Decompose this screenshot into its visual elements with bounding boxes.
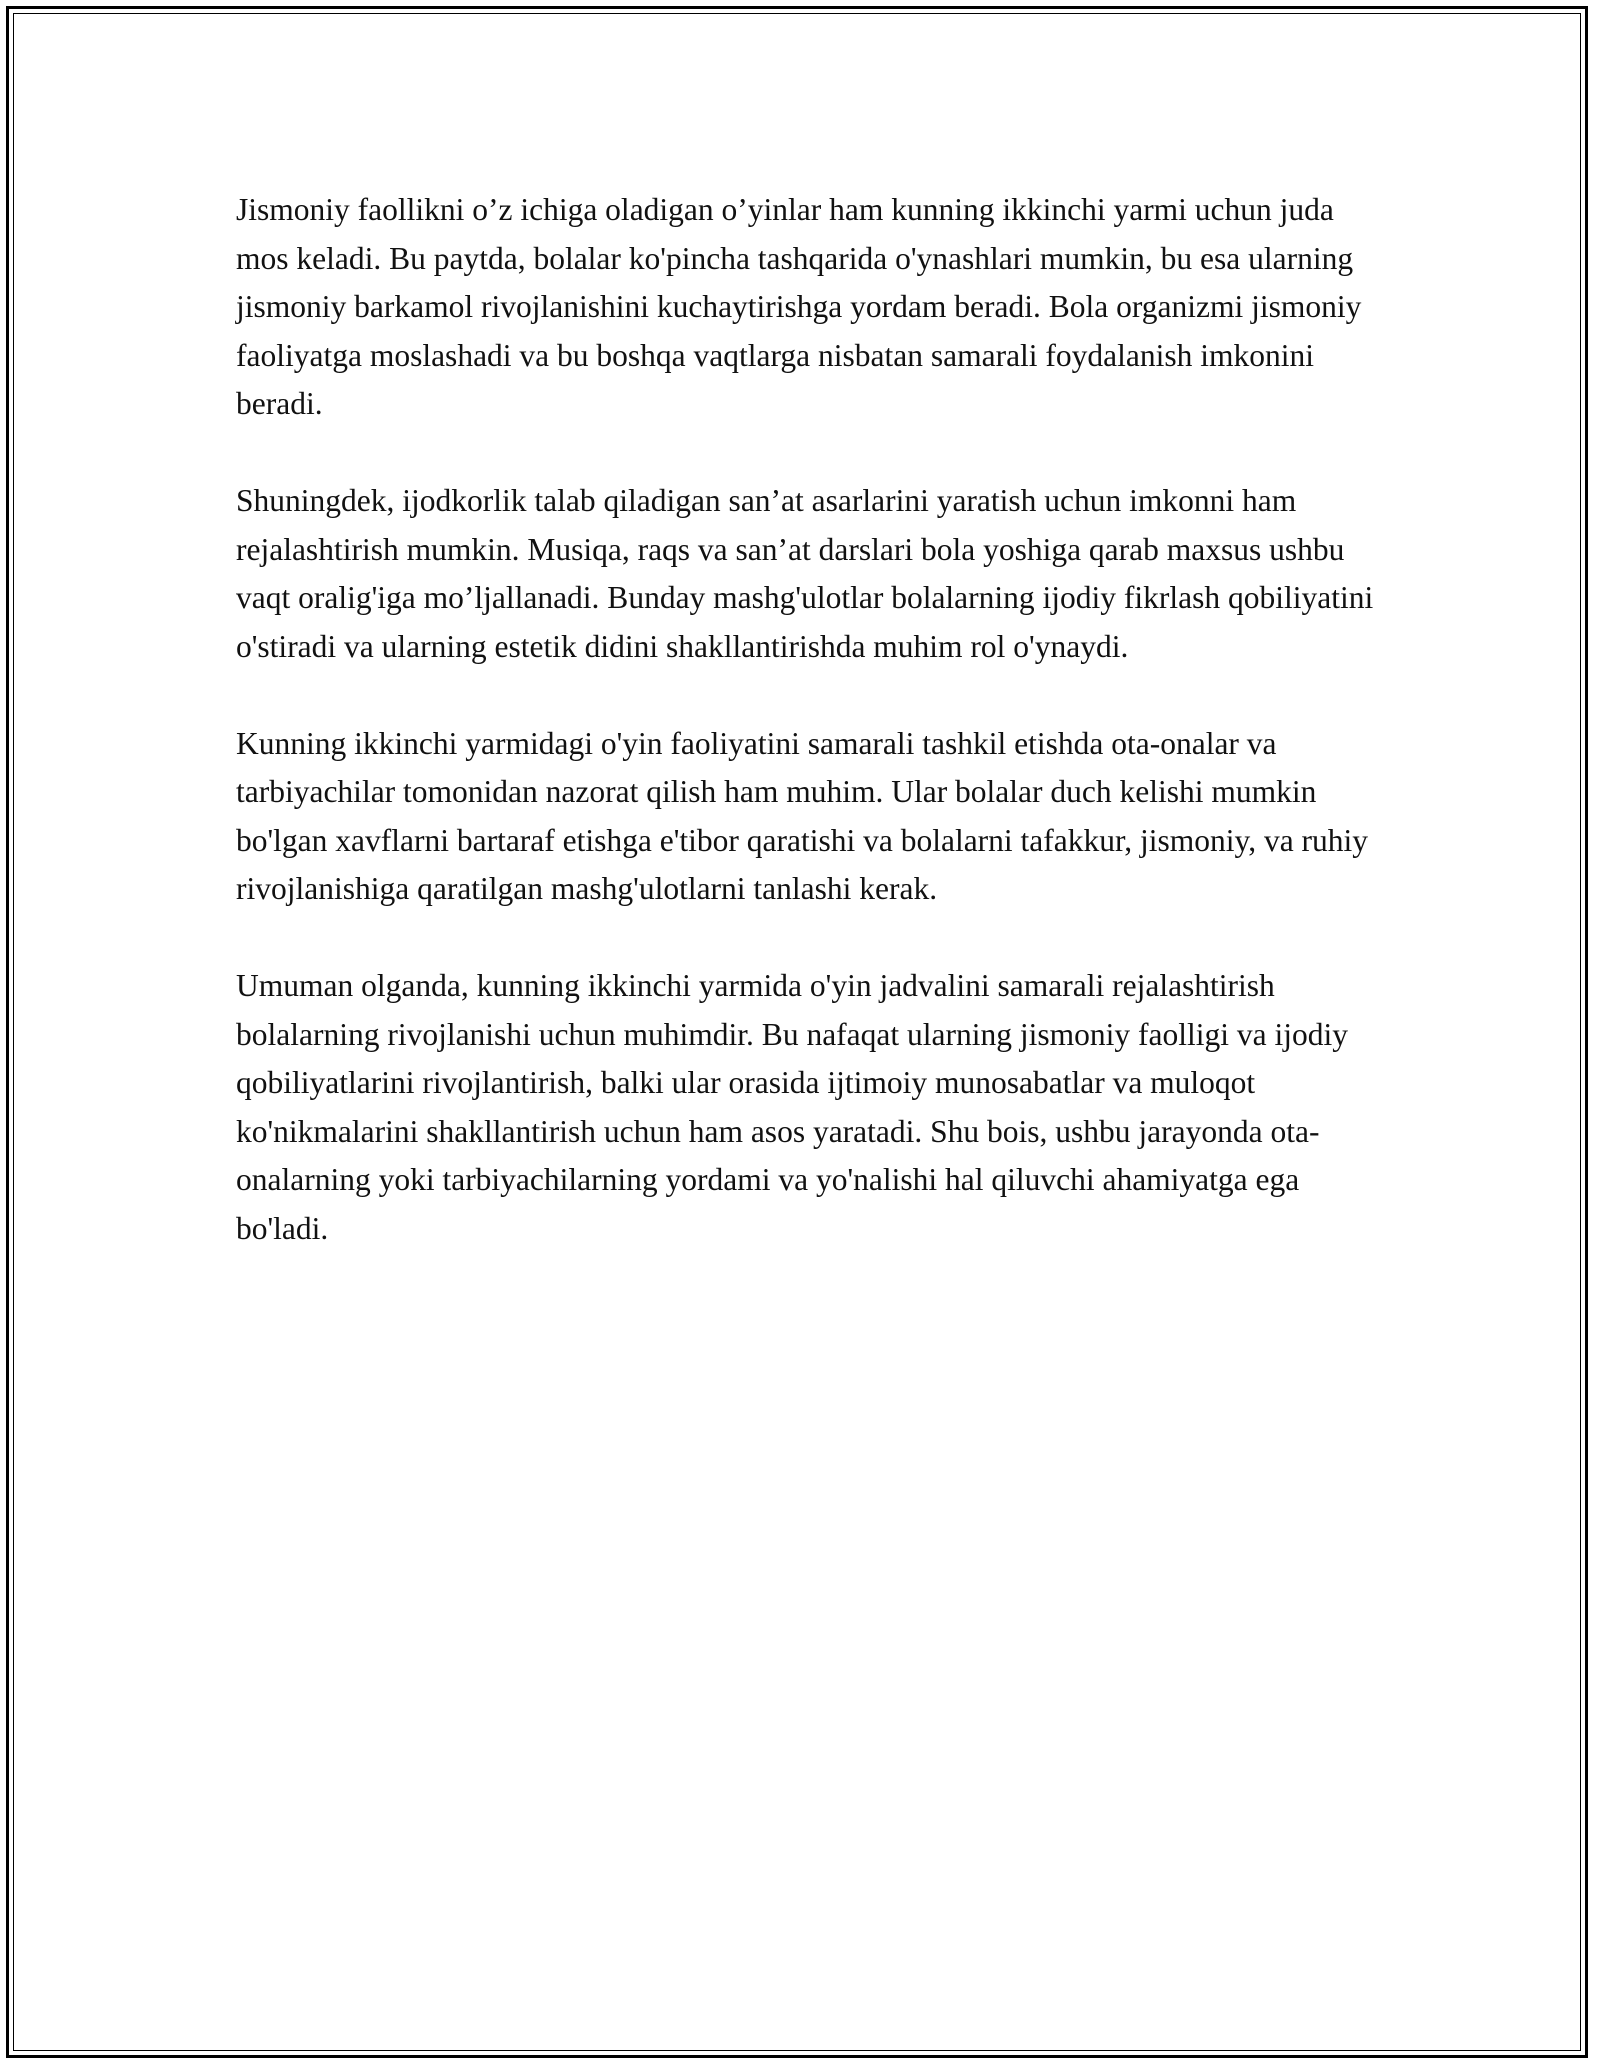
paragraph-physical-activity-games: Jismoniy faollikni o’z ichiga oladigan o’yinlar ham kunning ikkinchi yarmi uchun juda mos keladi. Bu paytda, bolalar ko'pincha tashqarida o'ynashlari mumkin, bu esa ularning jismoniy barkamol rivojlanishini kuchaytirishga yordam beradi. Bola organizmi jismoniy faoliyatga moslashadi va bu boshqa vaqtlarga nisbatan samarali foydalanish imkonini beradi. — [236, 192, 1362, 421]
paragraph-supervision: Kunning ikkinchi yarmidagi o'yin faoliyatini samarali tashkil etishda ota-onalar va tarbiyachilar tomonidan nazorat qilish ham muhim. Ular bolalar duch kelishi mumkin bo'lgan xavflarni bartaraf etishga e'tibor qaratishi va bolalarni tafakkur, jismoniy, va ruhiy rivojlanishiga qaratilgan mashg'ulotlarni tanlashi kerak. — [236, 725, 1369, 906]
paragraph-conclusion: Umuman olganda, kunning ikkinchi yarmida o'yin jadvalini samarali rejalashtirish bolalarning rivojlanishi uchun muhimdir. Bu nafaqat ularning jismoniy faolligi va ijodiy qobiliyatlarini rivojlantirish, balki ular orasida ijtimoiy munosabatlar va muloqot ko'nikmalarini shakllantirish uchun ham asos yaratadi. Shu bois, ushbu jarayonda ota-onalarning yoki tarbiyachilarning yordami va yo'nalishi hal qiluvchi ahamiyatga ega bo'ladi. — [236, 968, 1348, 1246]
document-body — [236, 186, 1376, 1302]
paragraph-creative-arts: Shuningdek, ijodkorlik talab qiladigan san’at asarlarini yaratish uchun imkonni ham rejalashtirish mumkin. Musiqa, raqs va san’at darslari bola yoshiga qarab maxsus ushbu vaqt oralig'iga mo’ljallanadi. Bunday mashg'ulotlar bolalarning ijodiy fikrlash qobiliyatini o'stiradi va ularning estetik didini shakllantirishda muhim rol o'ynaydi. — [236, 483, 1374, 664]
